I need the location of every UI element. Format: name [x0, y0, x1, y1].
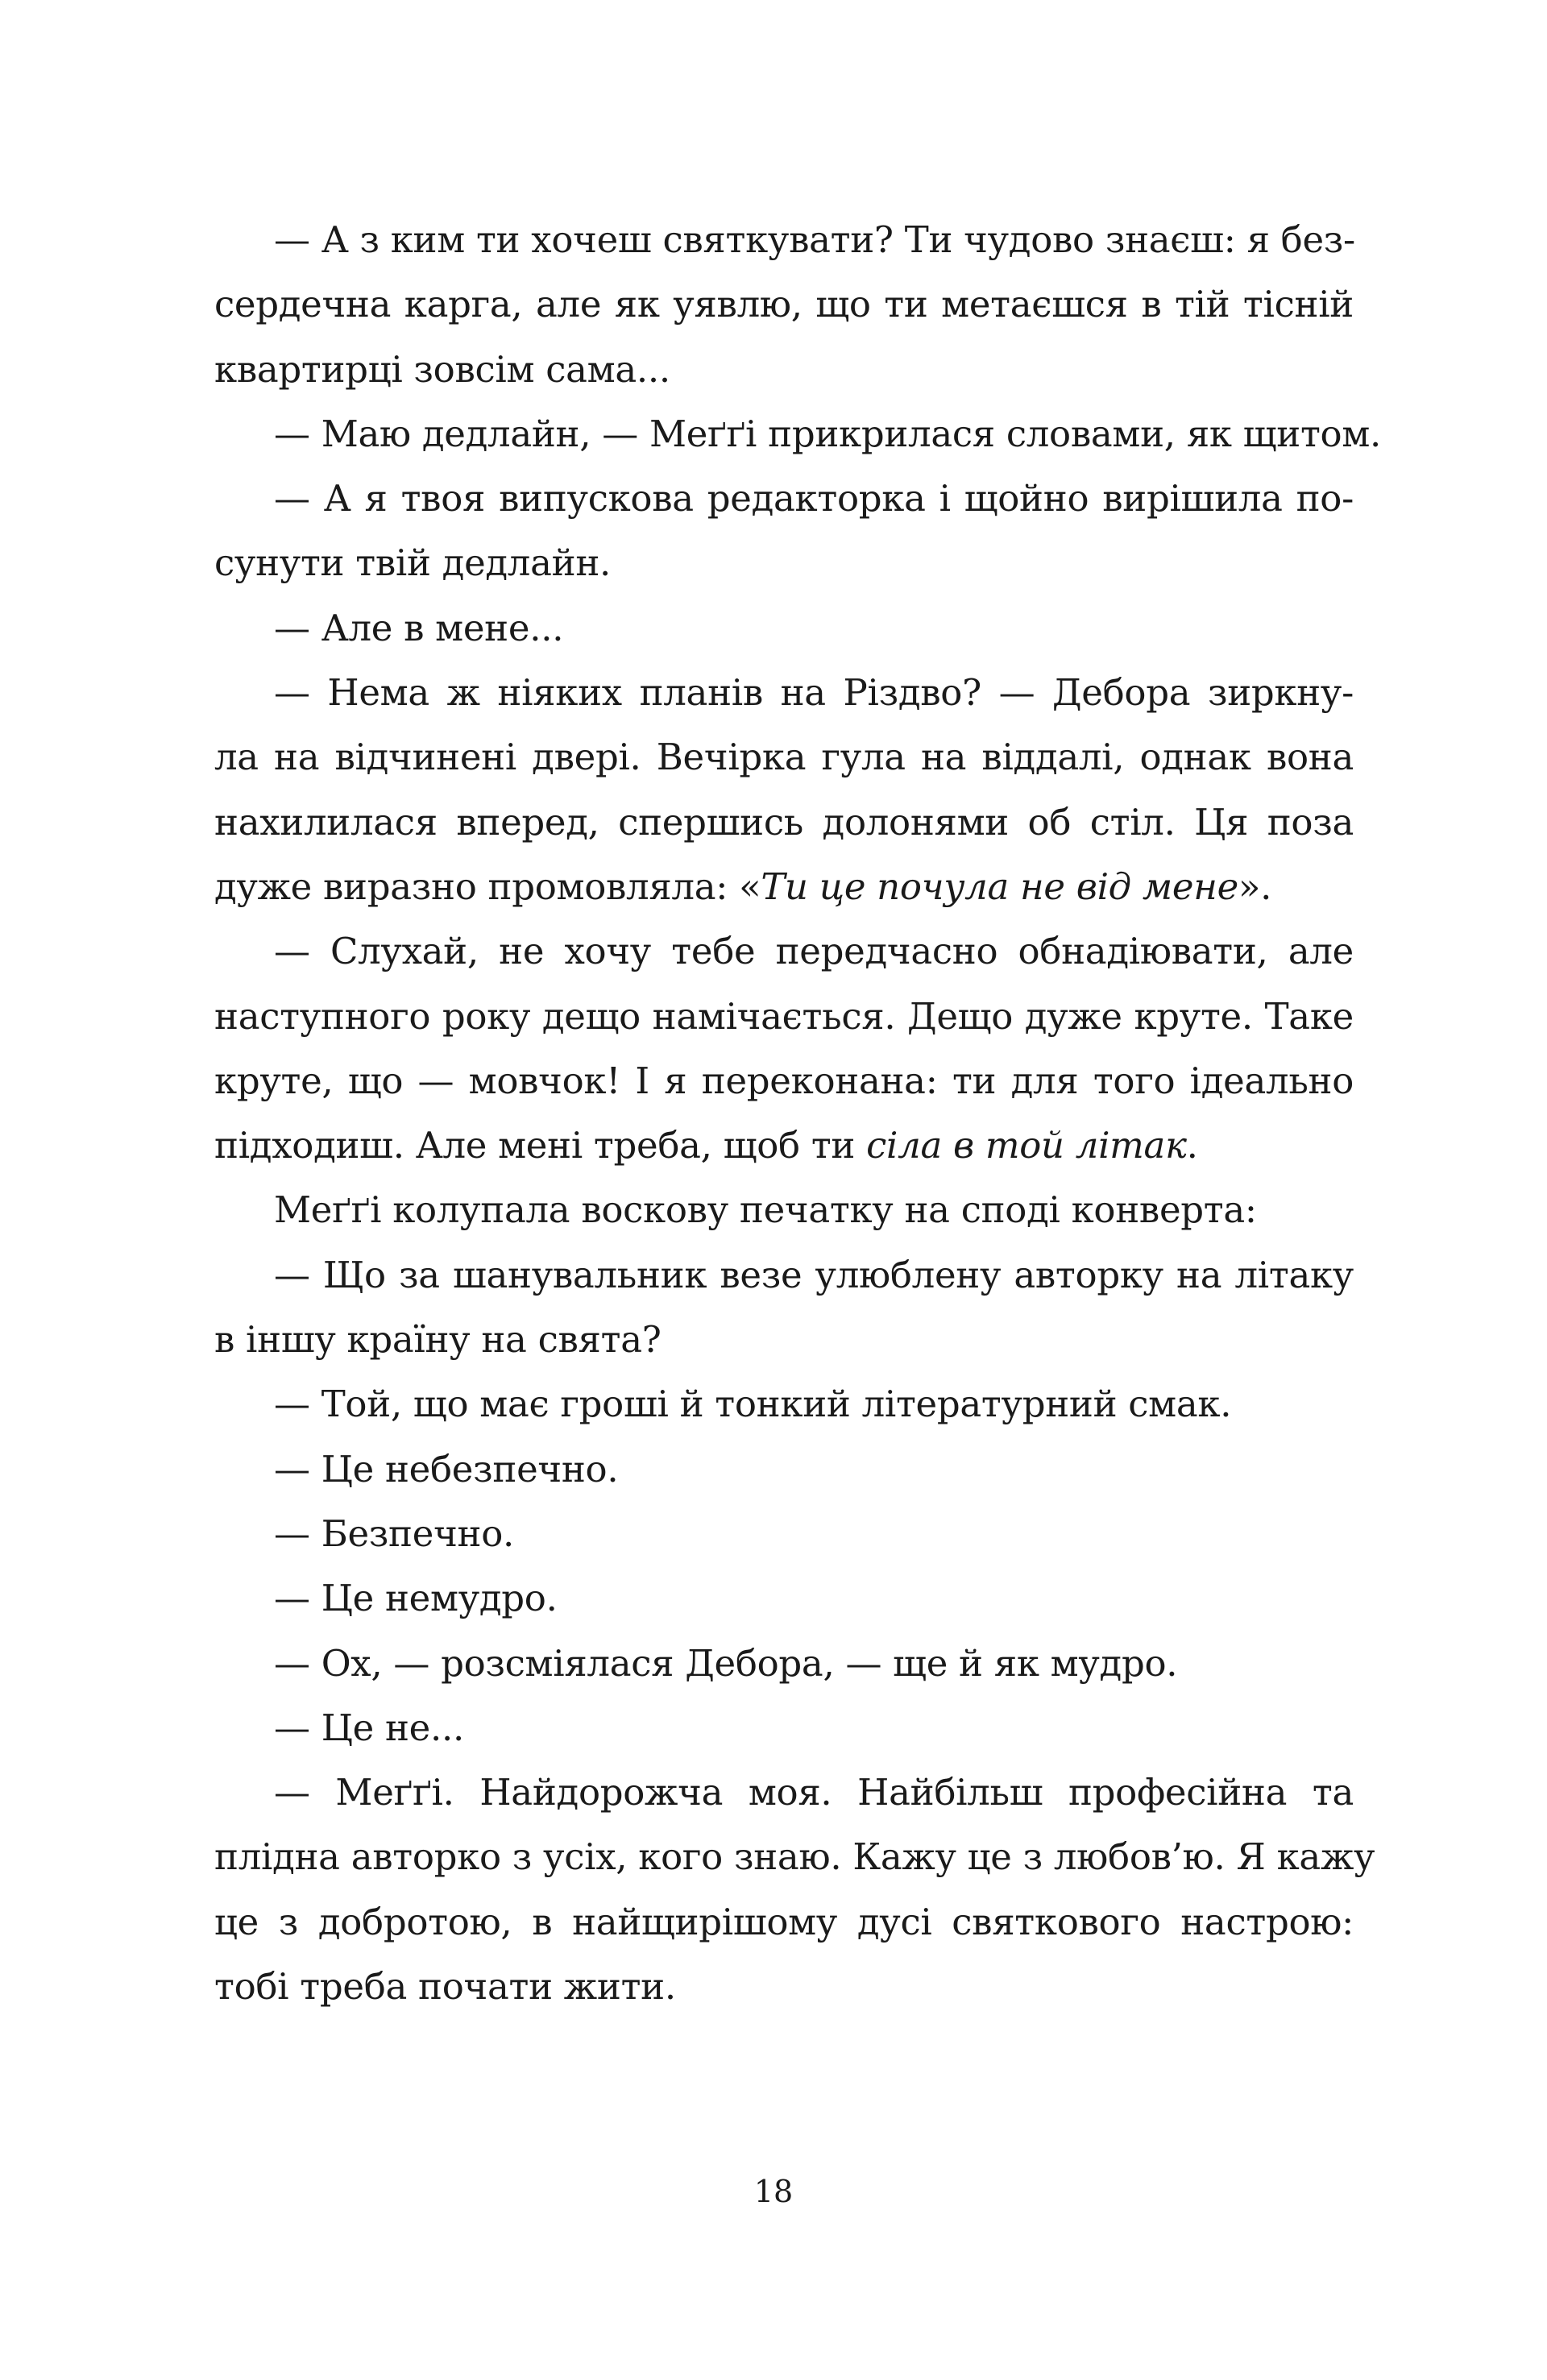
text-line: плідна авторко з усіх, кого знаю. Кажу це з любов’ю. Я кажу	[214, 1835, 1375, 1879]
text-line: — А з ким ти хочеш святкувати? Ти чудово знаєш: я без-	[274, 218, 1355, 261]
text-line: в іншу країну на свята?	[214, 1318, 662, 1362]
text-line: — Нема ж ніяких планів на Різдво? — Дебора зиркну-	[274, 671, 1354, 715]
text-line: — Ох, — розсміялася Дебора, — ще й як мудро.	[274, 1641, 1178, 1685]
page-number: 18	[753, 2174, 794, 2209]
text-line: — Безпечно.	[274, 1511, 515, 1555]
text-line: Меґґі колупала воскову печатку на споді конверта:	[274, 1188, 1257, 1232]
text-fragment: ».	[1238, 865, 1272, 908]
text-line: квартирці зовсім сама...	[214, 347, 670, 391]
text-line: — А я твоя випускова редакторка і щойно вирішила по-	[274, 477, 1354, 520]
text-line: — Що за шанувальник везе улюблену авторку на літаку	[274, 1253, 1354, 1296]
text-line: ла на відчинені двері. Вечірка гула на віддалі, однак вона	[214, 736, 1354, 779]
text-line: — Меґґі. Найдорожча моя. Найбільш професійна та	[274, 1771, 1354, 1814]
text-line: це з добротою, в найщирішому дусі святкового настрою:	[214, 1900, 1354, 1943]
text-fragment: дуже виразно промовляла: «	[214, 865, 761, 908]
text-line: — Це немудро.	[274, 1577, 558, 1620]
text-line: тобі треба почати жити.	[214, 1965, 676, 2009]
text-line: — Той, що має гроші й тонкий літературний смак.	[274, 1383, 1232, 1426]
text-line	[214, 1113, 1354, 1178]
text-line: — Це небезпечно.	[274, 1447, 619, 1491]
italic-quote: Ти це почула не від мене	[761, 865, 1238, 908]
text-line: — Слухай, не хочу тебе передчасно обнадіювати, але	[274, 930, 1354, 973]
text-line: сердечна карга, але як уявлю, що ти метаєшся в тій тісній	[214, 283, 1354, 326]
body-text	[214, 208, 1382, 2019]
italic-emphasis: сіла в той літак	[866, 1124, 1187, 1167]
text-line: сунути твій дедлайн.	[214, 541, 612, 585]
text-line: — Але в мене...	[274, 606, 564, 649]
text-line	[214, 855, 1354, 919]
text-line: наступного року дещо намічається. Дещо дуже круте. Таке	[214, 994, 1354, 1038]
text-line: круте, що — мовчок! І я переконана: ти для того ідеально	[214, 1059, 1354, 1102]
text-line: — Це не...	[274, 1706, 465, 1749]
text-fragment: підходиш. Але мені треба, щоб ти	[214, 1124, 867, 1167]
text-line: нахилилася вперед, спершись долонями об стіл. Ця поза	[214, 800, 1354, 844]
text-fragment: .	[1186, 1124, 1198, 1167]
text-line: — Маю дедлайн, — Меґґі прикрилася словами, як щитом.	[274, 412, 1382, 455]
